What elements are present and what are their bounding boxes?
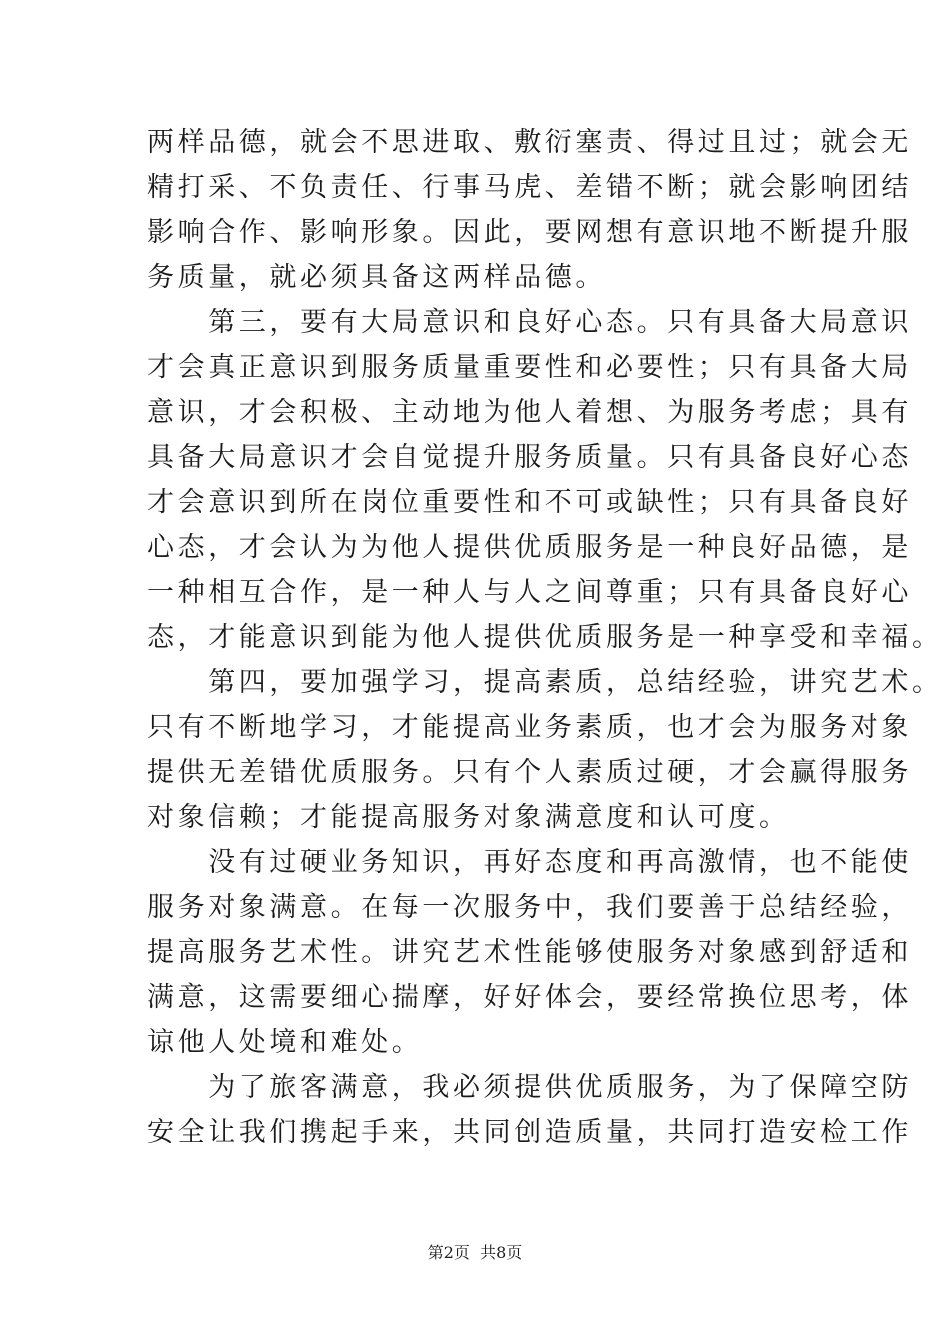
text-line: 为了旅客满意，我必须提供优质服务，为了保障空防 [147,1072,912,1103]
text-line: 只有不断地学习，才能提高业务素质，也才会为服务对象 [147,712,912,743]
text-line: 影响合作、影响形象。因此，要网想有意识地不断提升服 [147,217,912,248]
text-line: 对象信赖；才能提高服务对象满意度和认可度。 [147,802,790,833]
text-line: 第三，要有大局意识和良好心态。只有具备大局意识 [147,307,912,338]
text-line: 提供无差错优质服务。只有个人素质过硬，才会赢得服务 [147,757,912,788]
text-line: 一种相互合作，是一种人与人之间尊重；只有具备良好心 [147,577,912,608]
text-line: 服务对象满意。在每一次服务中，我们要善于总结经验， [147,892,912,923]
text-line: 第四，要加强学习，提高素质，总结经验，讲究艺术。 [147,667,943,698]
text-line: 谅他人处境和难处。 [147,1027,423,1058]
text-line: 精打采、不负责任、行事马虎、差错不断；就会影响团结 [147,172,912,203]
page-number-footer: 第2页 共8页 [427,1243,523,1262]
text-line: 提高服务艺术性。讲究艺术性能够使服务对象感到舒适和 [147,937,912,968]
text-line: 态，才能意识到能为他人提供优质服务是一种享受和幸福。 [147,622,943,653]
text-line: 没有过硬业务知识，再好态度和再高激情，也不能使 [147,847,912,878]
text-line: 安全让我们携起手来，共同创造质量，共同打造安检工作 [147,1117,912,1148]
text-line: 务质量，就必须具备这两样品德。 [147,262,606,293]
text-line: 具备大局意识才会自觉提升服务质量。只有具备良好心态 [147,442,912,473]
text-line: 两样品德，就会不思进取、敷衍塞责、得过且过；就会无 [147,127,912,158]
text-line: 满意，这需要细心揣摩，好好体会，要经常换位思考，体 [147,982,912,1013]
text-line: 才会真正意识到服务质量重要性和必要性；只有具备大局 [147,352,912,383]
text-line: 才会意识到所在岗位重要性和不可或缺性；只有具备良好 [147,487,912,518]
text-line: 心态，才会认为为他人提供优质服务是一种良好品德，是 [147,532,912,563]
text-line: 意识，才会积极、主动地为他人着想、为服务考虑；具有 [147,397,912,428]
